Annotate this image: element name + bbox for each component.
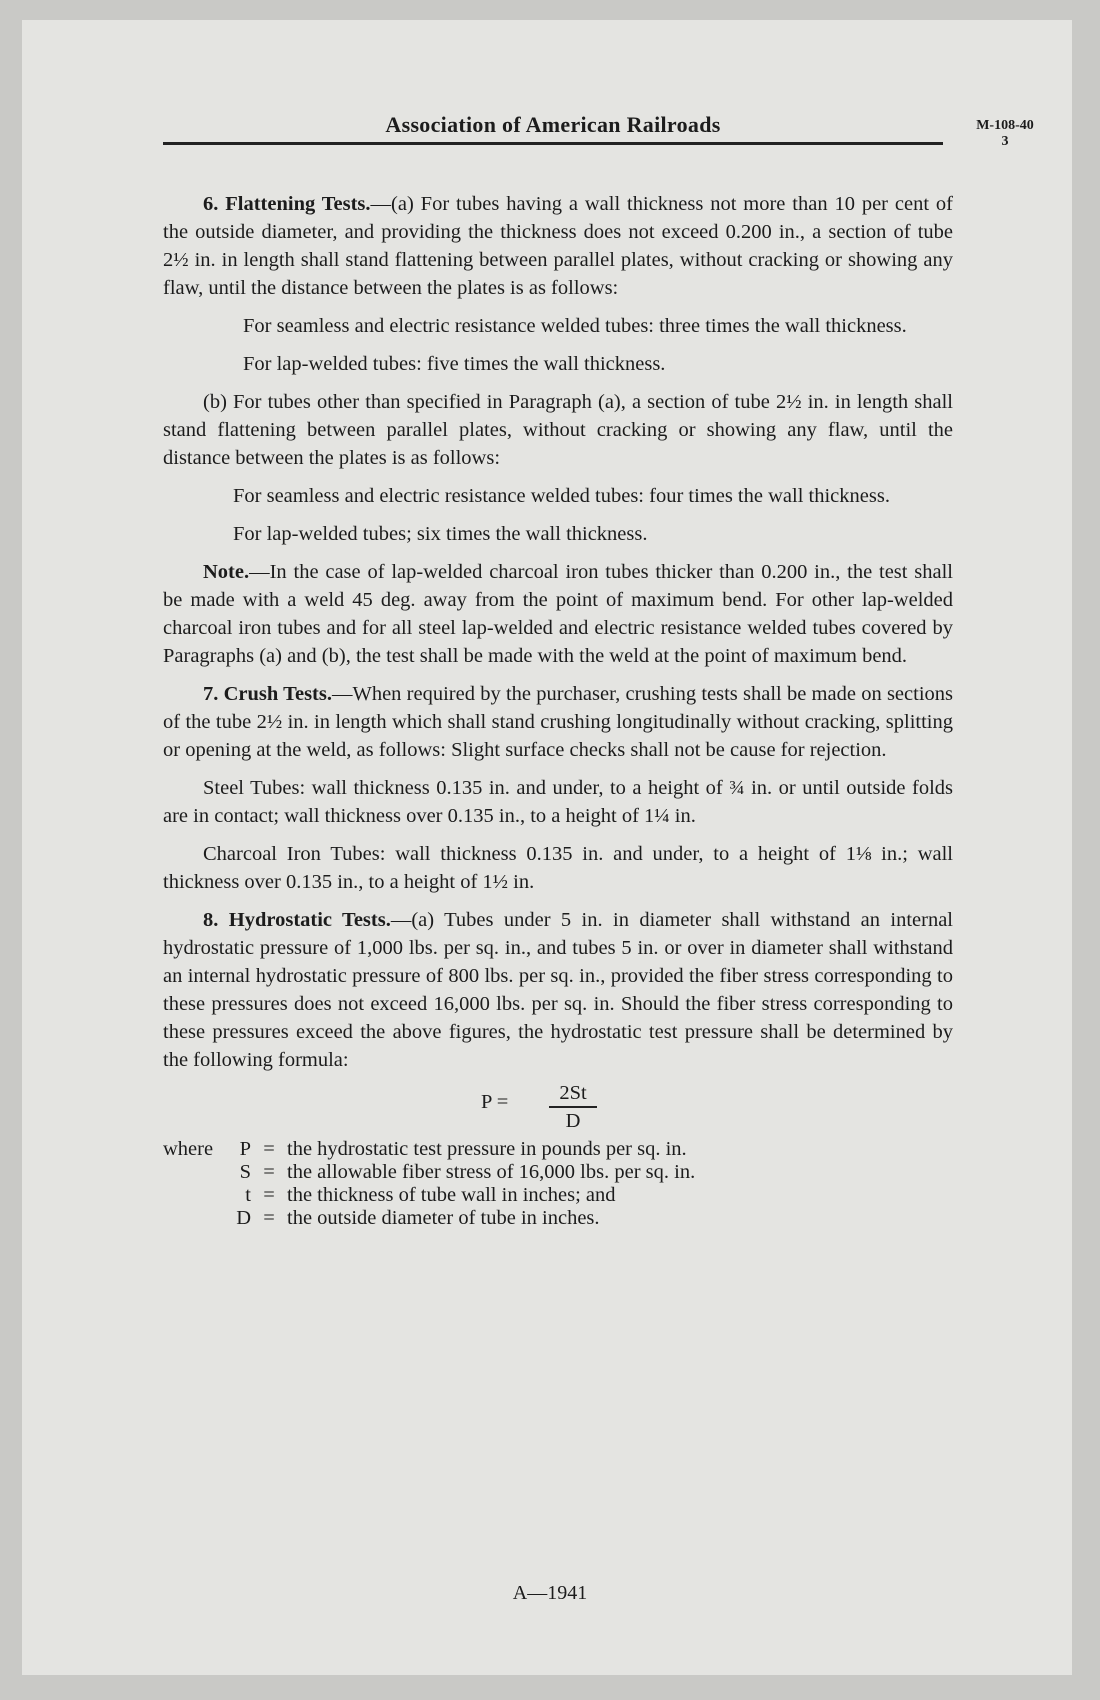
definition-symbol: P	[239, 1138, 251, 1160]
section-6-a-text: —(a) For tubes having a wall thickness not more than 10 per cent of the outside diameter, and providing the thickness does not exceed 0.200 in., a section of tube 2½ in. in length shall stand flattening between parallel plates, without cracking or showing any flaw, until the distance between the plates is as follows:	[163, 193, 953, 299]
note-label: Note.	[203, 561, 250, 583]
section-7-heading: 7. Crush Tests.	[203, 683, 332, 705]
definition-symbol: D	[236, 1207, 251, 1229]
definition-symbol: t	[245, 1184, 251, 1206]
note-text: —In the case of lap-welded charcoal iron tubes thicker than 0.200 in., the test shall be made with a weld 45 deg. away from the point of maximum bend. For other lap-welded charcoal iron tubes and for all steel lap-welded and electric resistance welded tubes covered by Paragraphs (a) and (b), the test shall be made with the weld at the point of maximum bend.	[163, 561, 953, 667]
page-content	[163, 190, 953, 1230]
formula-denominator: D	[565, 1110, 581, 1132]
definition-equals: =	[263, 1138, 275, 1160]
section-6-a-seamless-text: For seamless and electric resistance welded tubes: three times the wall thickness.	[243, 315, 907, 337]
section-7-steel	[163, 774, 953, 830]
section-6-a-lap-text: For lap-welded tubes: five times the wall thickness.	[243, 353, 666, 375]
section-6-b-lap	[163, 520, 953, 548]
section-6-a	[163, 190, 953, 302]
formula-fraction	[549, 1080, 597, 1134]
definition-row	[163, 1207, 953, 1230]
definition-row	[163, 1184, 953, 1207]
spec-code	[970, 118, 1040, 150]
definition-row	[163, 1138, 953, 1161]
page-footer: A—1941	[512, 1582, 588, 1604]
definition-text: the outside diameter of tube in inches.	[287, 1207, 600, 1229]
section-8	[163, 906, 953, 1074]
page-number: 3	[1001, 134, 1009, 149]
definition-row	[163, 1161, 953, 1184]
section-7-text: —When required by the purchaser, crushing tests shall be made on sections of the tube 2½ in. in length which shall stand crushing longitudinally without cracking, splitting or opening at the weld, as follows: Slight surface checks shall not be cause for rejection.	[163, 683, 953, 761]
definition-equals: =	[263, 1161, 275, 1183]
formula-lhs: P =	[481, 1091, 509, 1113]
running-header	[163, 112, 943, 145]
section-7-charcoal	[163, 840, 953, 896]
definition-text: the hydrostatic test pressure in pounds per sq. in.	[287, 1138, 687, 1160]
section-6-heading: 6. Flattening Tests.	[203, 193, 371, 215]
formula-numerator: 2St	[549, 1080, 597, 1108]
section-6-b-seamless-text: For seamless and electric resistance welded tubes: four times the wall thickness.	[233, 485, 890, 507]
spec-code-number: M-108-40	[976, 118, 1034, 133]
definition-text: the allowable fiber stress of 16,000 lbs. per sq. in.	[287, 1161, 696, 1183]
section-6-b-seamless	[163, 482, 953, 510]
section-6-a-seamless	[163, 312, 953, 340]
header-title: Association of American Railroads	[385, 112, 721, 137]
pressure-formula	[163, 1080, 953, 1138]
definition-equals: =	[263, 1207, 275, 1229]
section-6-b-text: (b) For tubes other than specified in Paragraph (a), a section of tube 2½ in. in length shall stand flattening between parallel plates, without cracking or showing any flaw, until the distance between the plates is as follows:	[163, 391, 953, 469]
section-6-b	[163, 388, 953, 472]
section-7-charcoal-text: Charcoal Iron Tubes: wall thickness 0.135 in. and under, to a height of 1⅛ in.; wall thickness over 0.135 in., to a height of 1½ in.	[163, 843, 953, 893]
where-label: where	[163, 1138, 214, 1160]
section-6-note	[163, 558, 953, 670]
section-8-heading: 8. Hydrostatic Tests.	[203, 909, 391, 931]
formula-definitions	[163, 1138, 953, 1230]
definition-symbol: S	[239, 1161, 251, 1183]
section-6-b-lap-text: For lap-welded tubes; six times the wall thickness.	[233, 523, 648, 545]
section-7-steel-text: Steel Tubes: wall thickness 0.135 in. and under, to a height of ¾ in. or until outside folds are in contact; wall thickness over 0.135 in., to a height of 1¼ in.	[163, 777, 953, 827]
section-8-text: —(a) Tubes under 5 in. in diameter shall withstand an internal hydrostatic pressure of 1,000 lbs. per sq. in., and tubes 5 in. or over in diameter shall withstand an internal hydrostatic pressure of 800 lbs. per sq. in., provided the fiber stress corresponding to these pressures does not exceed 16,000 lbs. per sq. in. Should the fiber stress corresponding to these pressures exceed the above figures, the hydrostatic test pressure shall be determined by the following formula:	[163, 909, 953, 1071]
section-6-a-lap	[163, 350, 953, 378]
definition-text: the thickness of tube wall in inches; and	[287, 1184, 616, 1206]
definition-equals: =	[263, 1184, 275, 1206]
section-7	[163, 680, 953, 764]
